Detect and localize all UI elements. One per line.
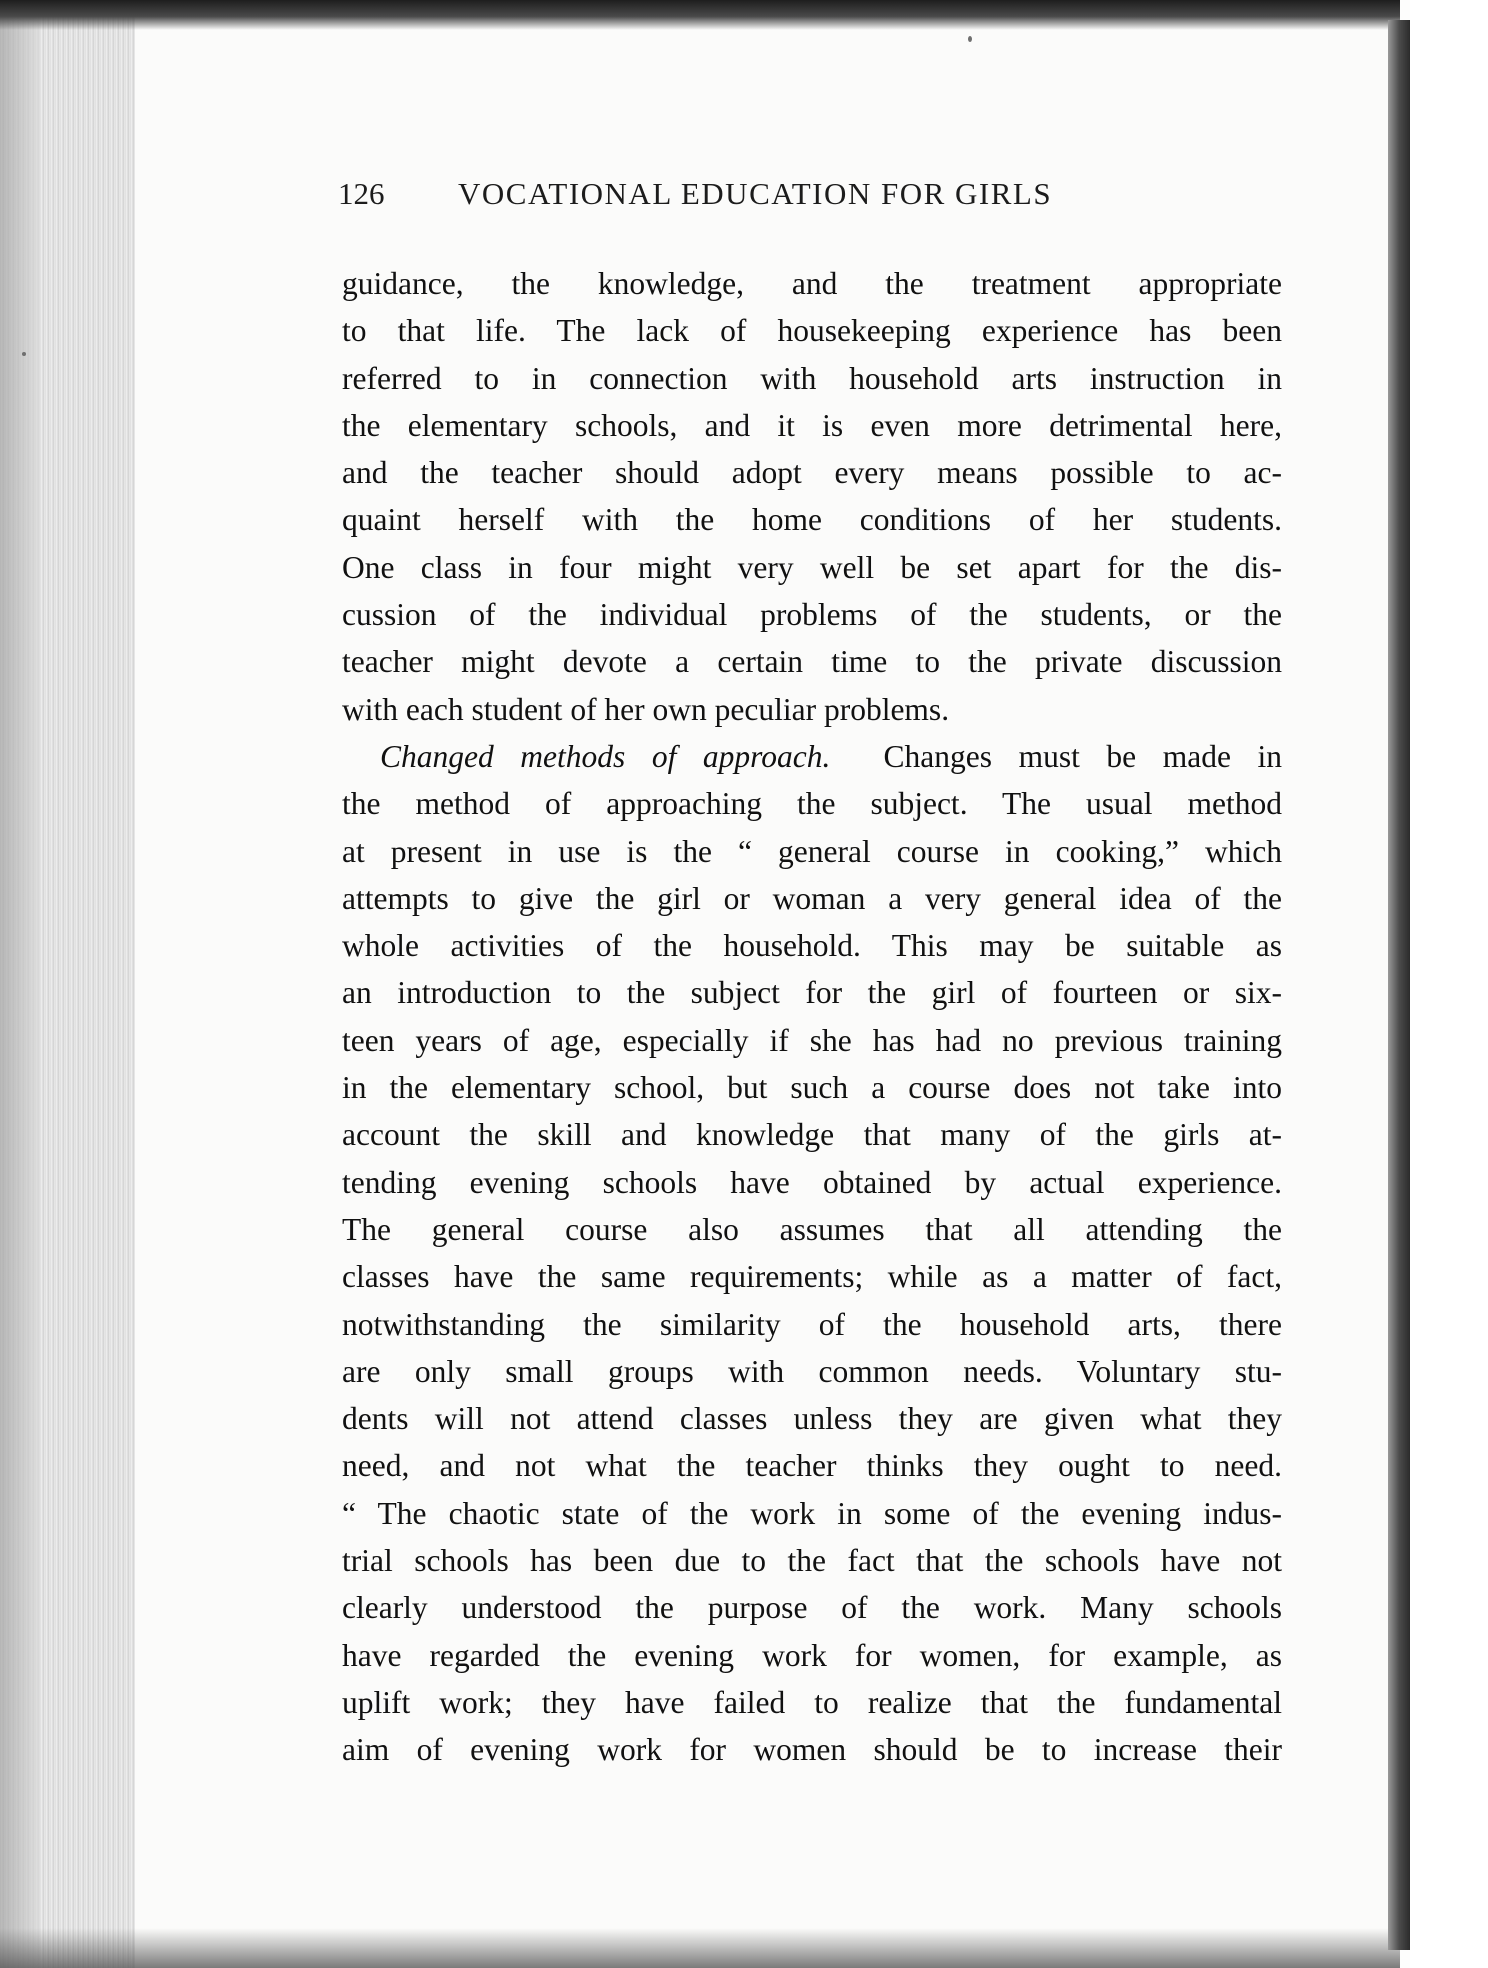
text-line: teen years of age, especially if she has had no previous training — [342, 1022, 1282, 1058]
text-line: classes have the same requirements; while as a matter of fact, — [342, 1259, 1282, 1295]
text-line: have regarded the evening work for women, for example, as — [342, 1637, 1282, 1673]
text-line: teacher might devote a certain time to the private discussion — [342, 644, 1282, 680]
text-line: “ The chaotic state of the work in some of the evening indus- — [342, 1495, 1282, 1531]
text-line: quaint herself with the home conditions of her students. — [342, 502, 1282, 538]
text-line — [342, 733, 1282, 780]
scan-shadow-top — [0, 0, 1400, 30]
text-line: at present in use is the “ general course in cooking,” which — [342, 833, 1282, 869]
text-line: attempts to give the girl or woman a very general idea of the — [342, 880, 1282, 916]
book-gutter — [1388, 20, 1410, 1950]
text-line: cussion of the individual problems of the students, or the — [342, 597, 1282, 633]
scan-speck — [968, 36, 972, 42]
paragraph-1 — [342, 260, 1282, 733]
section-heading: Changed methods of approach. — [380, 738, 831, 774]
text-line: tending evening schools have obtained by actual experience. — [342, 1164, 1282, 1200]
text-line: with each student of her own peculiar problems. — [342, 691, 950, 727]
text-fragment: Changes must be made in — [883, 738, 1282, 774]
text-line: guidance, the knowledge, and the treatment appropriate — [342, 266, 1282, 301]
text-line: clearly understood the purpose of the work. Many schools — [342, 1590, 1282, 1626]
text-line: trial schools has been due to the fact that the schools have not — [342, 1543, 1282, 1579]
text-line: and the teacher should adopt every means possible to ac- — [342, 455, 1282, 491]
page-edges-left — [0, 0, 135, 1968]
running-head-title: VOCATIONAL EDUCATION FOR GIRLS — [458, 176, 1053, 211]
running-head — [338, 176, 1138, 212]
paragraph-2 — [342, 733, 1282, 1774]
text-line: the method of approaching the subject. The usual method — [342, 786, 1282, 822]
text-line: are only small groups with common needs. Voluntary stu- — [342, 1353, 1282, 1389]
text-line: in the elementary school, but such a course does not take into — [342, 1070, 1282, 1106]
text-line: whole activities of the household. This may be suitable as — [342, 928, 1282, 964]
text-line: dents will not attend classes unless they are given what they — [342, 1401, 1282, 1437]
text-line: uplift work; they have failed to realize that the fundamental — [342, 1684, 1282, 1720]
text-line: account the skill and knowledge that many of the girls at- — [342, 1117, 1282, 1153]
scan-shadow-bottom — [0, 1928, 1400, 1968]
text-line: One class in four might very well be set apart for the dis- — [342, 549, 1282, 585]
text-line: need, and not what the teacher thinks they ought to need. — [342, 1448, 1282, 1484]
text-line: The general course also assumes that all attending the — [342, 1211, 1282, 1247]
page-number: 126 — [338, 176, 385, 211]
body-text — [342, 260, 1282, 1774]
text-line: an introduction to the subject for the girl of fourteen or six- — [342, 975, 1282, 1011]
scan-speck — [22, 352, 26, 356]
text-line: notwithstanding the similarity of the household arts, there — [342, 1306, 1282, 1342]
text-line: aim of evening work for women should be to increase their — [342, 1732, 1282, 1768]
text-line: the elementary schools, and it is even more detrimental here, — [342, 407, 1282, 443]
scan-margin-right — [1410, 0, 1488, 1968]
text-line: to that life. The lack of housekeeping experience has been — [342, 313, 1282, 349]
text-line: referred to in connection with household arts instruction in — [342, 360, 1282, 396]
